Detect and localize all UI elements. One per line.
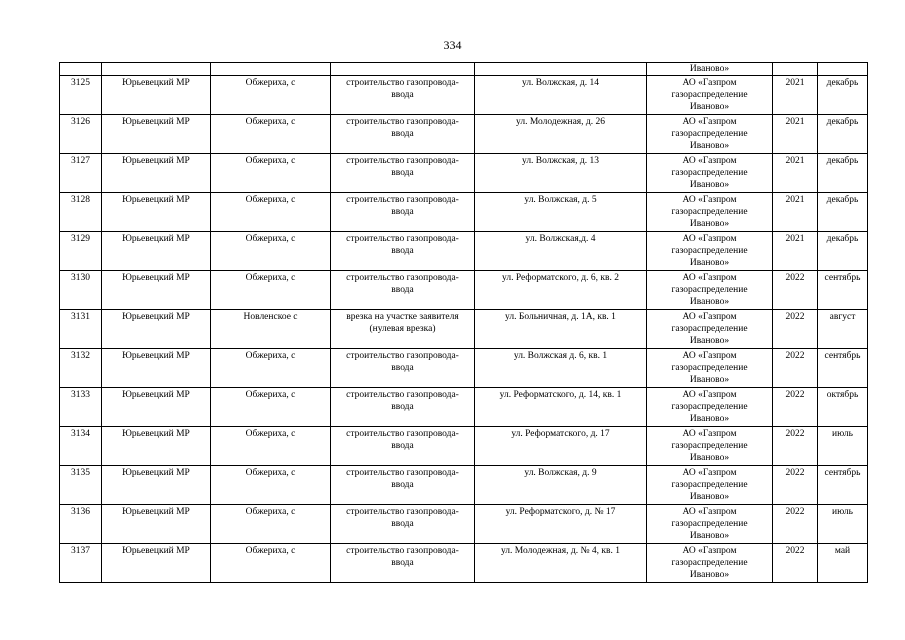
work-line: ввода	[391, 168, 414, 178]
cell-month: июль	[818, 427, 868, 466]
cell-address: ул. Реформатского, д. 17	[475, 427, 647, 466]
cell-num: 3126	[60, 115, 102, 154]
cell-address: ул. Реформатского, д. № 17	[475, 505, 647, 544]
cell-work	[331, 193, 475, 232]
cell-organization	[647, 466, 773, 505]
cell-organization	[647, 388, 773, 427]
cell-address: ул. Молодежная, д. 26	[475, 115, 647, 154]
work-line: (нулевая врезка)	[369, 324, 436, 334]
cell-work	[331, 388, 475, 427]
cell-district: Юрьевецкий МР	[102, 115, 211, 154]
cell-address	[475, 63, 647, 76]
org-line: АО «Газпром	[682, 156, 737, 166]
cell-year: 2021	[773, 76, 818, 115]
cell-work	[331, 466, 475, 505]
table-row	[60, 388, 868, 427]
cell-work	[331, 427, 475, 466]
cell-work	[331, 310, 475, 349]
org-line: газораспределение	[671, 168, 748, 178]
org-line: АО «Газпром	[682, 312, 737, 322]
cell-num: 3127	[60, 154, 102, 193]
cell-month: август	[818, 310, 868, 349]
cell-address: ул. Волжская,д. 4	[475, 232, 647, 271]
table-row	[60, 544, 868, 583]
cell-num: 3131	[60, 310, 102, 349]
cell-month: декабрь	[818, 115, 868, 154]
cell-address: ул. Волжская, д. 9	[475, 466, 647, 505]
cell-district: Юрьевецкий МР	[102, 154, 211, 193]
work-line: строительство газопровода-	[346, 234, 459, 244]
cell-year: 2022	[773, 271, 818, 310]
cell-num: 3125	[60, 76, 102, 115]
org-line: газораспределение	[671, 90, 748, 100]
cell-num: 3132	[60, 349, 102, 388]
org-line: АО «Газпром	[682, 546, 737, 556]
cell-organization	[647, 427, 773, 466]
cell-address: ул. Реформатского, д. 14, кв. 1	[475, 388, 647, 427]
work-line: врезка на участке заявителя	[346, 312, 459, 322]
cell-locality	[211, 63, 331, 76]
org-line: газораспределение	[671, 441, 748, 451]
table-row	[60, 466, 868, 505]
cell-locality: Обжериха, с	[211, 232, 331, 271]
cell-organization	[647, 76, 773, 115]
cell-num: 3130	[60, 271, 102, 310]
org-line: газораспределение	[671, 363, 748, 373]
cell-month: декабрь	[818, 232, 868, 271]
org-line: АО «Газпром	[682, 429, 737, 439]
cell-month: май	[818, 544, 868, 583]
cell-num: 3133	[60, 388, 102, 427]
cell-num: 3137	[60, 544, 102, 583]
cell-organization	[647, 115, 773, 154]
org-line: АО «Газпром	[682, 507, 737, 517]
cell-month: сентябрь	[818, 466, 868, 505]
cell-address: ул. Больничная, д. 1А, кв. 1	[475, 310, 647, 349]
org-line: газораспределение	[671, 129, 748, 139]
cell-work	[331, 271, 475, 310]
cell-organization	[647, 544, 773, 583]
page-number: 334	[443, 38, 462, 52]
cell-district: Юрьевецкий МР	[102, 232, 211, 271]
org-line: газораспределение	[671, 480, 748, 490]
cell-num: 3134	[60, 427, 102, 466]
org-line: Иваново»	[689, 219, 730, 229]
table-row	[60, 505, 868, 544]
table-row	[60, 271, 868, 310]
table-row	[60, 349, 868, 388]
work-line: ввода	[391, 519, 414, 529]
cell-locality: Обжериха, с	[211, 154, 331, 193]
cell-month: декабрь	[818, 154, 868, 193]
cell-locality: Обжериха, с	[211, 193, 331, 232]
cell-year: 2022	[773, 388, 818, 427]
work-line: ввода	[391, 246, 414, 256]
work-line: ввода	[391, 558, 414, 568]
cell-month: июль	[818, 505, 868, 544]
work-line: ввода	[391, 402, 414, 412]
cell-organization	[647, 232, 773, 271]
cell-locality: Обжериха, с	[211, 505, 331, 544]
org-line: газораспределение	[671, 285, 748, 295]
work-line: строительство газопровода-	[346, 351, 459, 361]
cell-district: Юрьевецкий МР	[102, 349, 211, 388]
cell-organization	[647, 505, 773, 544]
org-line: Иваново»	[689, 570, 730, 580]
org-line: АО «Газпром	[682, 390, 737, 400]
cell-organization	[647, 310, 773, 349]
work-line: строительство газопровода-	[346, 117, 459, 127]
table-row	[60, 193, 868, 232]
org-line: Иваново»	[689, 102, 730, 112]
org-line: АО «Газпром	[682, 273, 737, 283]
work-line: ввода	[391, 441, 414, 451]
cell-organization	[647, 271, 773, 310]
cell-work	[331, 76, 475, 115]
org-line: Иваново»	[689, 258, 730, 268]
cell-month: сентябрь	[818, 349, 868, 388]
cell-district: Юрьевецкий МР	[102, 76, 211, 115]
cell-num: 3136	[60, 505, 102, 544]
work-line: строительство газопровода-	[346, 78, 459, 88]
cell-year: 2022	[773, 505, 818, 544]
cell-month: декабрь	[818, 193, 868, 232]
work-line: строительство газопровода-	[346, 390, 459, 400]
org-line: газораспределение	[671, 558, 748, 568]
cell-address: ул. Реформатского, д. 6, кв. 2	[475, 271, 647, 310]
org-line: газораспределение	[671, 402, 748, 412]
work-line: ввода	[391, 285, 414, 295]
cell-year: 2022	[773, 349, 818, 388]
org-line: Иваново»	[689, 375, 730, 385]
org-line: Иваново»	[689, 336, 730, 346]
work-line: строительство газопровода-	[346, 195, 459, 205]
work-line: строительство газопровода-	[346, 468, 459, 478]
org-line: АО «Газпром	[682, 234, 737, 244]
cell-work	[331, 63, 475, 76]
cell-locality: Обжериха, с	[211, 466, 331, 505]
cell-locality: Обжериха, с	[211, 544, 331, 583]
work-line: ввода	[391, 207, 414, 217]
table-row	[60, 427, 868, 466]
cell-month: октябрь	[818, 388, 868, 427]
org-line: АО «Газпром	[682, 351, 737, 361]
work-line: строительство газопровода-	[346, 429, 459, 439]
cell-num: 3135	[60, 466, 102, 505]
org-line: Иваново»	[689, 453, 730, 463]
cell-work	[331, 115, 475, 154]
cell-district	[102, 63, 211, 76]
cell-work	[331, 232, 475, 271]
work-line: строительство газопровода-	[346, 507, 459, 517]
org-line: Иваново»	[689, 531, 730, 541]
org-line: газораспределение	[671, 324, 748, 334]
cell-num	[60, 63, 102, 76]
cell-year: 2022	[773, 427, 818, 466]
org-line: Иваново»	[689, 64, 730, 74]
org-line: газораспределение	[671, 207, 748, 217]
cell-organization	[647, 154, 773, 193]
cell-district: Юрьевецкий МР	[102, 388, 211, 427]
org-line: АО «Газпром	[682, 117, 737, 127]
cell-organization	[647, 349, 773, 388]
cell-year: 2021	[773, 193, 818, 232]
cell-address: ул. Молодежная, д. № 4, кв. 1	[475, 544, 647, 583]
cell-year: 2021	[773, 115, 818, 154]
cell-num: 3128	[60, 193, 102, 232]
cell-month	[818, 63, 868, 76]
table-row	[60, 76, 868, 115]
work-line: строительство газопровода-	[346, 273, 459, 283]
cell-organization	[647, 193, 773, 232]
work-line: ввода	[391, 90, 414, 100]
org-line: газораспределение	[671, 519, 748, 529]
cell-work	[331, 154, 475, 193]
cell-locality: Обжериха, с	[211, 388, 331, 427]
cell-month: сентябрь	[818, 271, 868, 310]
cell-year: 2022	[773, 466, 818, 505]
org-line: АО «Газпром	[682, 468, 737, 478]
org-line: АО «Газпром	[682, 195, 737, 205]
cell-locality: Обжериха, с	[211, 76, 331, 115]
cell-year	[773, 63, 818, 76]
work-line: ввода	[391, 363, 414, 373]
work-line: строительство газопровода-	[346, 156, 459, 166]
table-row	[60, 310, 868, 349]
cell-district: Юрьевецкий МР	[102, 310, 211, 349]
org-line: Иваново»	[689, 141, 730, 151]
cell-district: Юрьевецкий МР	[102, 271, 211, 310]
cell-year: 2022	[773, 310, 818, 349]
cell-locality: Обжериха, с	[211, 427, 331, 466]
cell-address: ул. Волжская, д. 14	[475, 76, 647, 115]
cell-work	[331, 505, 475, 544]
table-body	[60, 63, 868, 583]
org-line: АО «Газпром	[682, 78, 737, 88]
cell-district: Юрьевецкий МР	[102, 544, 211, 583]
table-row	[60, 232, 868, 271]
cell-locality: Обжериха, с	[211, 115, 331, 154]
work-line: ввода	[391, 480, 414, 490]
cell-address: ул. Волжская д. 6, кв. 1	[475, 349, 647, 388]
table-row	[60, 115, 868, 154]
cell-address: ул. Волжская, д. 5	[475, 193, 647, 232]
cell-district: Юрьевецкий МР	[102, 505, 211, 544]
work-line: ввода	[391, 129, 414, 139]
work-line: строительство газопровода-	[346, 546, 459, 556]
org-line: газораспределение	[671, 246, 748, 256]
cell-district: Юрьевецкий МР	[102, 466, 211, 505]
table-row	[60, 154, 868, 193]
cell-year: 2021	[773, 232, 818, 271]
cell-year: 2022	[773, 544, 818, 583]
org-line: Иваново»	[689, 414, 730, 424]
cell-organization	[647, 63, 773, 76]
cell-work	[331, 544, 475, 583]
org-line: Иваново»	[689, 297, 730, 307]
cell-month: декабрь	[818, 76, 868, 115]
cell-work	[331, 349, 475, 388]
cell-district: Юрьевецкий МР	[102, 193, 211, 232]
cell-locality: Новленское с	[211, 310, 331, 349]
cell-year: 2021	[773, 154, 818, 193]
cell-address: ул. Волжская, д. 13	[475, 154, 647, 193]
cell-num: 3129	[60, 232, 102, 271]
cell-locality: Обжериха, с	[211, 271, 331, 310]
cell-locality: Обжериха, с	[211, 349, 331, 388]
org-line: Иваново»	[689, 492, 730, 502]
continuation-row	[60, 63, 868, 76]
cell-district: Юрьевецкий МР	[102, 427, 211, 466]
org-line: Иваново»	[689, 180, 730, 190]
gas-connection-table	[59, 62, 868, 583]
